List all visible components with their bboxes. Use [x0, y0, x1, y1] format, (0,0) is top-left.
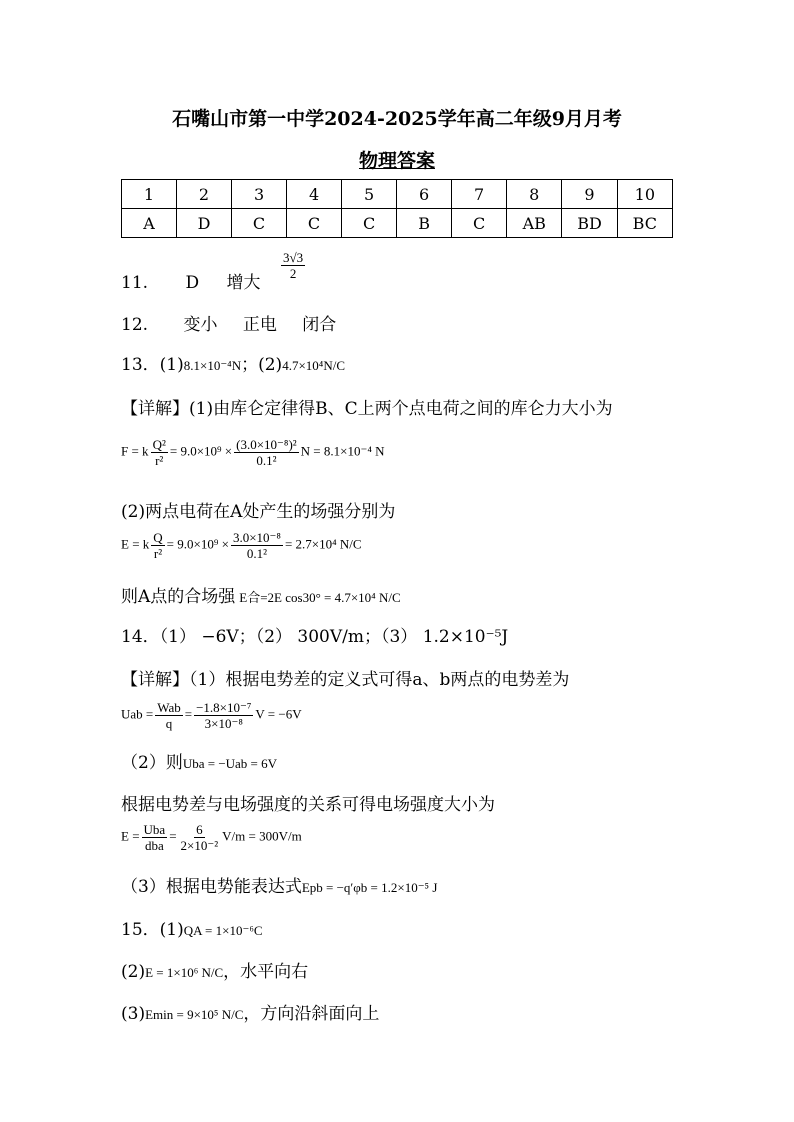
q14-detail-4: [121, 872, 437, 897]
subtitle-text: 物理答案: [358, 150, 435, 172]
table-cell: 2: [177, 180, 232, 209]
frac-den: dba: [144, 838, 164, 853]
frac-num: 3.0×10⁻⁸: [232, 530, 281, 545]
table-cell: 7: [452, 180, 507, 209]
q11-line: [121, 268, 261, 293]
frac-num: Q: [153, 530, 163, 545]
q15-part2-text: ，水平向右: [223, 962, 309, 982]
table-row-answers: [122, 209, 673, 238]
eq-mid: =: [169, 828, 177, 844]
table-cell: C: [452, 209, 507, 238]
frac-num: 6: [196, 822, 203, 837]
q15-part1-tag: (1): [159, 920, 184, 940]
frac-num: −1.8×10⁻⁷: [196, 700, 252, 715]
q15-part3-text: ，方向沿斜面向上: [243, 1004, 380, 1024]
table-cell: 3: [232, 180, 287, 209]
table-cell: 4: [287, 180, 342, 209]
q15-part3-value: Emin = 9×10⁵ N/C: [145, 1007, 244, 1022]
frac-den: q: [165, 716, 173, 731]
eq-rhs: = 2.7×10⁴ N/C: [284, 536, 362, 552]
table-cell: 8: [507, 180, 562, 209]
q14-detail-4-text: （3）根据电势能表达式: [121, 877, 302, 897]
eq-rhs: V = −6V: [255, 706, 302, 722]
q15-line-3: [121, 999, 379, 1024]
q11-answer-1: D: [185, 273, 200, 293]
q14-detail-2-text: （2）则: [121, 753, 183, 773]
table-cell: C: [287, 209, 342, 238]
q13-detail-2: (2)两点电荷在A处产生的场强分别为: [121, 502, 396, 522]
q11-answer-3: [279, 250, 307, 281]
q12-label: 12.: [121, 315, 149, 335]
eq-rhs: N = 8.1×10⁻⁴ N: [300, 443, 385, 459]
frac-num: (3.0×10⁻⁸)²: [236, 437, 297, 452]
q12-answer-2: 正电: [242, 315, 277, 335]
q13-detail-1: 【详解】(1)由库仑定律得B、C上两个点电荷之间的库仑力大小为: [121, 399, 613, 419]
q12-answer-1: 变小: [183, 315, 218, 335]
q15-part2-tag: (2): [121, 962, 146, 982]
eq-lhs: E = k: [121, 536, 150, 552]
eq-mid: = 9.0×10⁹ ×: [169, 443, 233, 459]
frac-num: Wab: [157, 700, 181, 715]
table-cell: 1: [122, 180, 177, 209]
q12-answer-3: 闭合: [302, 315, 337, 335]
q13-equation-3: E合=2E cos30° = 4.7×10⁴ N/C: [239, 590, 401, 605]
table-cell: C: [342, 209, 397, 238]
q11-answer-2: 增大: [226, 273, 261, 293]
q13-detail-3: [121, 582, 401, 607]
q13-part2-value: 4.7×10⁴N/C: [282, 358, 345, 373]
q15-line-1: [121, 915, 263, 940]
q15-part3-tag: (3): [121, 1004, 146, 1024]
table-cell: BC: [617, 209, 672, 238]
q13-part1-tag: (1): [159, 355, 184, 375]
q13-part1-value: 8.1×10⁻⁴N: [183, 358, 242, 373]
q13-label: 13．: [121, 355, 160, 375]
frac-den: r²: [153, 546, 163, 561]
q15-label: 15．: [121, 920, 160, 940]
table-cell: B: [397, 209, 452, 238]
frac-den: r²: [155, 453, 164, 468]
table-cell: AB: [507, 209, 562, 238]
eq-rhs: V/m = 300V/m: [222, 828, 302, 844]
q14-detail-3: 根据电势差与电场强度的关系可得电场强度大小为: [121, 795, 495, 815]
q14-equation-3: [121, 822, 302, 853]
frac-den: 0.1²: [256, 453, 277, 468]
frac-den: 3×10⁻⁸: [204, 716, 243, 731]
answer-table: [121, 179, 673, 238]
q14-detail-1: 【详解】（1）根据电势差的定义式可得a、b两点的电势差为: [121, 670, 570, 690]
q13-part2-tag: (2): [258, 355, 283, 375]
q15-part2-value: E = 1×10⁶ N/C: [145, 965, 224, 980]
q11-frac-num: 3√3: [283, 250, 304, 265]
frac-den: 0.1²: [246, 546, 268, 561]
frac-num: Uba: [143, 822, 166, 837]
q11-frac-den: 2: [289, 266, 297, 281]
frac-num: Q²: [152, 437, 166, 452]
q13-detail-3-text: 则A点的合场强: [121, 587, 236, 607]
q14-equation-4: Epb = −q′φb = 1.2×10⁻⁵ J: [301, 880, 438, 895]
table-row-numbers: [122, 180, 673, 209]
eq-lhs: E =: [121, 828, 140, 844]
q15-line-2: [121, 957, 308, 982]
page-title: 石嘴山市第一中学2024-2025学年高二年级9月月考: [172, 108, 622, 130]
frac-den: 2×10⁻²: [180, 838, 219, 853]
q14-equation-2: Uba = −Uab = 6V: [182, 756, 278, 771]
q14-equation-1: [121, 700, 302, 731]
table-cell: 10: [617, 180, 672, 209]
q12-line: [121, 310, 336, 335]
table-cell: 9: [562, 180, 617, 209]
q14-line: [121, 622, 508, 647]
q15-part1-value: QA = 1×10⁻⁶C: [183, 923, 263, 938]
q13-equation-2: [121, 530, 362, 561]
q14-label: 14．: [121, 627, 160, 647]
q13-line: [121, 350, 345, 375]
table-cell: C: [232, 209, 287, 238]
q11-label: 11.: [121, 273, 149, 293]
table-cell: D: [177, 209, 232, 238]
table-cell: 6: [397, 180, 452, 209]
q14-detail-2: [121, 748, 277, 773]
table-cell: 5: [342, 180, 397, 209]
eq-mid: = 9.0×10⁹ ×: [166, 536, 229, 552]
table-cell: BD: [562, 209, 617, 238]
eq-lhs: F = k: [121, 443, 149, 459]
q13-sep: ；: [241, 355, 259, 375]
q13-equation-1: [121, 437, 385, 468]
eq-mid: =: [184, 706, 193, 722]
eq-lhs: Uab =: [121, 706, 154, 722]
q14-answers: （1） −6V；（2） 300V/m；（3） 1.2×10⁻⁵J: [159, 627, 509, 647]
table-cell: A: [122, 209, 177, 238]
page-subtitle: [0, 146, 794, 173]
